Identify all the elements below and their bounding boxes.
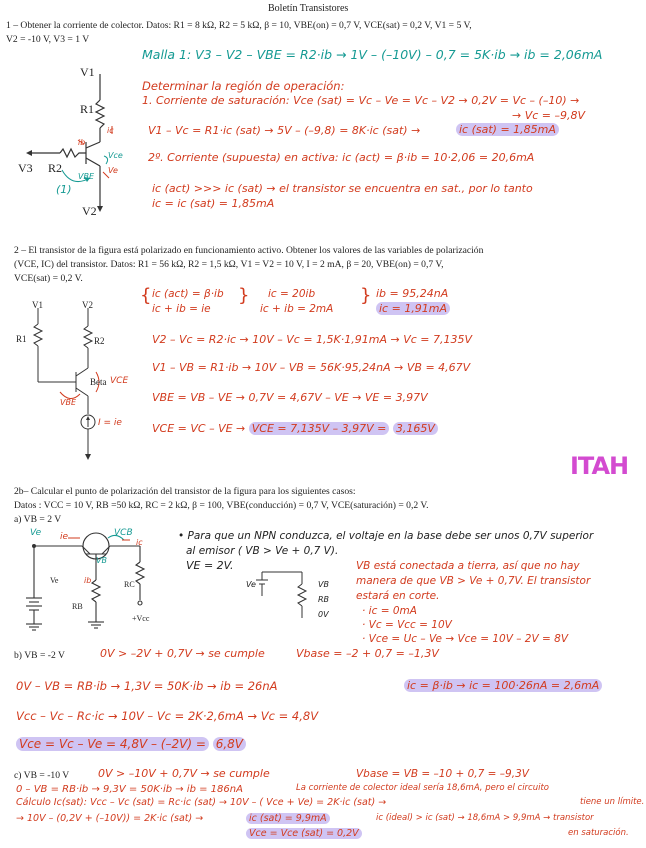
p1-label-r2: R2: [48, 161, 63, 175]
p3-label-vcc: +Vcc: [132, 614, 150, 623]
p2-system2-eq1: ic = 20ib: [268, 288, 316, 300]
p2-brace-close2: }: [360, 285, 372, 306]
p1-circuit-diagram: [0, 60, 140, 225]
p2-system-eq1: ic (act) = β·ib: [152, 288, 224, 300]
p2-label-beta: Beta: [90, 377, 107, 387]
p3-c-calc-line: → 10V – (0,2V + (–10V)) = 2K·ic (sat) →: [16, 813, 204, 824]
p3-reason-line2: manera de que VB > Ve + 0,7V. El transistor: [356, 575, 591, 587]
p3-mini-label-vb: VB: [318, 580, 329, 589]
p3-c-saturation-note: en saturación.: [568, 828, 629, 838]
p3-label-ib: ib: [84, 576, 92, 585]
p2-vce-line: VCE = VC – VE → VCE = 7,135V – 3,97V = 3,165V: [152, 423, 438, 436]
p3-c-limit-note: tiene un límite.: [580, 797, 645, 807]
p3-case-a-label: a) VB = 2 V: [14, 514, 62, 525]
p3-b-condition: 0V > –2V + 0,7V → se cumple: [100, 647, 265, 660]
p2-label-current: I = ie: [98, 418, 122, 428]
p3-c-vce-result: Vce = Vce (sat) = 0,2V: [246, 829, 362, 840]
p3-case-b-label: b) VB = -2 V: [14, 650, 65, 661]
p2-ic-result: ic = 1,91mA: [376, 303, 450, 316]
p3-case-c-label: c) VB = -10 V: [14, 770, 70, 781]
p3-statement-line1: 2b– Calcular el punto de polarización del transistor de la figura para los siguientes casos:: [14, 486, 356, 497]
p3-note-line2: al emisor ( VB > Ve + 0,7 V).: [186, 545, 339, 557]
p1-vc-result: → Vc = –9,8V: [512, 109, 586, 122]
p3-b-ic-line: ic = β·ib → ic = 100·26nA = 2,6mA: [404, 680, 602, 693]
p1-comparison-line: ic (act) >>> ic (sat) → el transistor se encuentra en sat., por lo tanto: [152, 182, 533, 195]
p3-c-vbase: Vbase = VB = –10 + 0,7 = –9,3V: [356, 768, 529, 780]
p1-label-ic: ic: [107, 126, 114, 135]
p3-mini-label-ve: Ve: [246, 580, 256, 589]
p1-sat-current-line: 1. Corriente de saturación: Vce (sat) = Vc – Ve = Vc – V2 → 0,2V = Vc – (–10) →: [142, 94, 580, 107]
p1-statement-line2: V2 = -10 V, V3 = 1 V: [6, 34, 90, 45]
p3-label-ic: ic: [136, 538, 143, 547]
p3-label-vcb: VCB: [114, 528, 133, 538]
p3-label-ie: ie: [60, 532, 69, 542]
p2-label-v1: V1: [32, 300, 43, 310]
p1-conclusion-line: ic = ic (sat) = 1,85mA: [152, 197, 275, 210]
p1-statement-line1: 1 – Obtener la corriente de colector. Datos: R1 = 8 kΩ, R2 = 5 kΩ, β = 10, VBE(on) = 0,7 V, VCE(sat) = 0,2 V, V1 = 5 V,: [6, 20, 472, 31]
p3-bullet-vce: · Vce = Uc – Ve → Vce = 10V – 2V = 8V: [362, 633, 569, 645]
p1-label-v3: V3: [18, 161, 33, 175]
p3-label-vb: VB: [96, 556, 107, 565]
p3-c-ib-line: 0 – VB = RB·ib → 9,3V = 50K·ib → ib = 186nA: [16, 784, 243, 795]
itah-logo: ITAH: [570, 452, 629, 480]
p3-c-condition: 0V > –10V + 0,7V → se cumple: [98, 767, 270, 780]
p1-label-ve: Ve: [108, 166, 118, 175]
p2-statement-line3: VCE(sat) = 0,2 V.: [14, 273, 83, 284]
p3-ve-value: VE = 2V.: [186, 559, 234, 572]
p2-statement-line2: (VCE, IC) del transistor. Datos: R1 = 56 kΩ, R2 = 1,5 kΩ, V1 = V2 = 10 V, I = 2 mA, β = 20, VBE(on) = 0,7 V,: [14, 259, 444, 270]
p3-bullet-vc: · Vc = Vcc = 10V: [362, 619, 452, 631]
p1-label-ib: ib: [78, 138, 86, 147]
p1-ic-sat-equation: V1 – Vc = R1·ic (sat) → 5V – (–9,8) = 8K·ic (sat) →: [148, 124, 421, 137]
p3-label-ve-bottom: Ve: [50, 576, 59, 585]
p3-c-compare-line: ic (ideal) > ic (sat) → 18,6mA > 9,9mA → transistor: [376, 813, 594, 823]
p1-mesh-equation: Malla 1: V3 – V2 – VBE = R2·ib → 1V – (–10V) – 0,7 = 5K·ib → ib = 2,06mA: [142, 47, 603, 62]
p3-label-rc: RC: [124, 580, 135, 589]
p3-c-ideal-note: La corriente de colector ideal sería 18,6mA, pero el circuito: [296, 783, 550, 793]
p2-vc-line: V2 – Vc = R2·ic → 10V – Vc = 1,5K·1,91mA → Vc = 7,135V: [152, 333, 472, 346]
p1-label-vce: Vce: [108, 151, 123, 160]
p2-statement-line1: 2 – El transistor de la figura está polarizado en funcionamiento activo. Obtener los valores de las variables de polarización: [14, 245, 484, 256]
p3-circuit-diagram: [18, 528, 168, 648]
p2-brace-open: {: [140, 285, 152, 306]
p3-c-icsat-line: Cálculo Ic(sat): Vcc – Vc (sat) = Rc·ic (sat) → 10V – ( Vce + Ve) = 2K·ic (sat) →: [16, 797, 387, 808]
p1-label-mesh: (1): [56, 183, 72, 196]
p2-system-eq2: ic + ib = ie: [152, 303, 211, 315]
p3-b-vc-line: Vcc – Vc – Rc·ic → 10V – Vc = 2K·2,6mA → Vc = 4,8V: [16, 709, 319, 723]
p2-label-r2: R2: [94, 336, 105, 346]
p3-reason-line1: VB está conectada a tierra, así que no hay: [356, 560, 580, 572]
p3-c-icsat-result: ic (sat) = 9,9mA: [246, 814, 330, 825]
p2-label-vce: VCE: [110, 376, 129, 386]
p1-label-vbe: VBE: [78, 172, 95, 181]
p2-ib-result: ib = 95,24nA: [376, 287, 449, 300]
p2-system2-eq2: ic + ib = 2mA: [260, 303, 334, 315]
p2-label-r1: R1: [16, 334, 27, 344]
p2-ve-line: VBE = VB – VE → 0,7V = 4,67V – VE → VE = 3,97V: [152, 391, 428, 404]
p3-label-ve: Ve: [30, 528, 42, 538]
p1-ic-sat-result: ic (sat) = 1,85mA: [456, 124, 559, 137]
p3-label-rb: RB: [72, 602, 83, 611]
p3-statement-line2: Datos : VCC = 10 V, RB =50 kΩ, RC = 2 kΩ, β = 100, VBE(conducción) = 0,7 V, VCE(saturación) = 0,2 V.: [14, 500, 429, 511]
p3-b-vbase: Vbase = –2 + 0,7 = –1,3V: [296, 647, 439, 660]
p3-b-ib-line: 0V – VB = RB·ib → 1,3V = 50K·ib → ib = 26nA: [16, 679, 278, 693]
p3-mini-label-rb: RB: [318, 595, 330, 604]
p3-reason-line3: estará en corte.: [356, 590, 440, 602]
p3-mini-label-0v: 0V: [318, 610, 329, 619]
p2-label-v2: V2: [82, 300, 93, 310]
p2-vb-line: V1 – VB = R1·ib → 10V – VB = 56K·95,24nA → VB = 4,67V: [152, 361, 471, 374]
p1-region-heading: Determinar la región de operación:: [142, 79, 345, 93]
p3-bullet-ic: · ic = 0mA: [362, 605, 417, 617]
p2-brace-close: }: [238, 285, 250, 306]
p3-b-vce-line: Vce = Vc – Ve = 4,8V – (–2V) = 6,8V: [16, 738, 246, 752]
document-title: Boletín Transistores: [268, 3, 349, 14]
p3-note-line1: • Para que un NPN conduzca, el voltaje en la base debe ser unos 0,7V superior: [178, 530, 594, 542]
p1-label-r1: R1: [80, 102, 95, 116]
p1-label-v1: V1: [80, 65, 95, 79]
p1-label-v2: V2: [82, 204, 97, 218]
p1-active-current-line: 2º. Corriente (supuesta) en activa: ic (act) = β·ib = 10·2,06 = 20,6mA: [148, 151, 535, 164]
p2-label-vbe: VBE: [60, 398, 77, 407]
